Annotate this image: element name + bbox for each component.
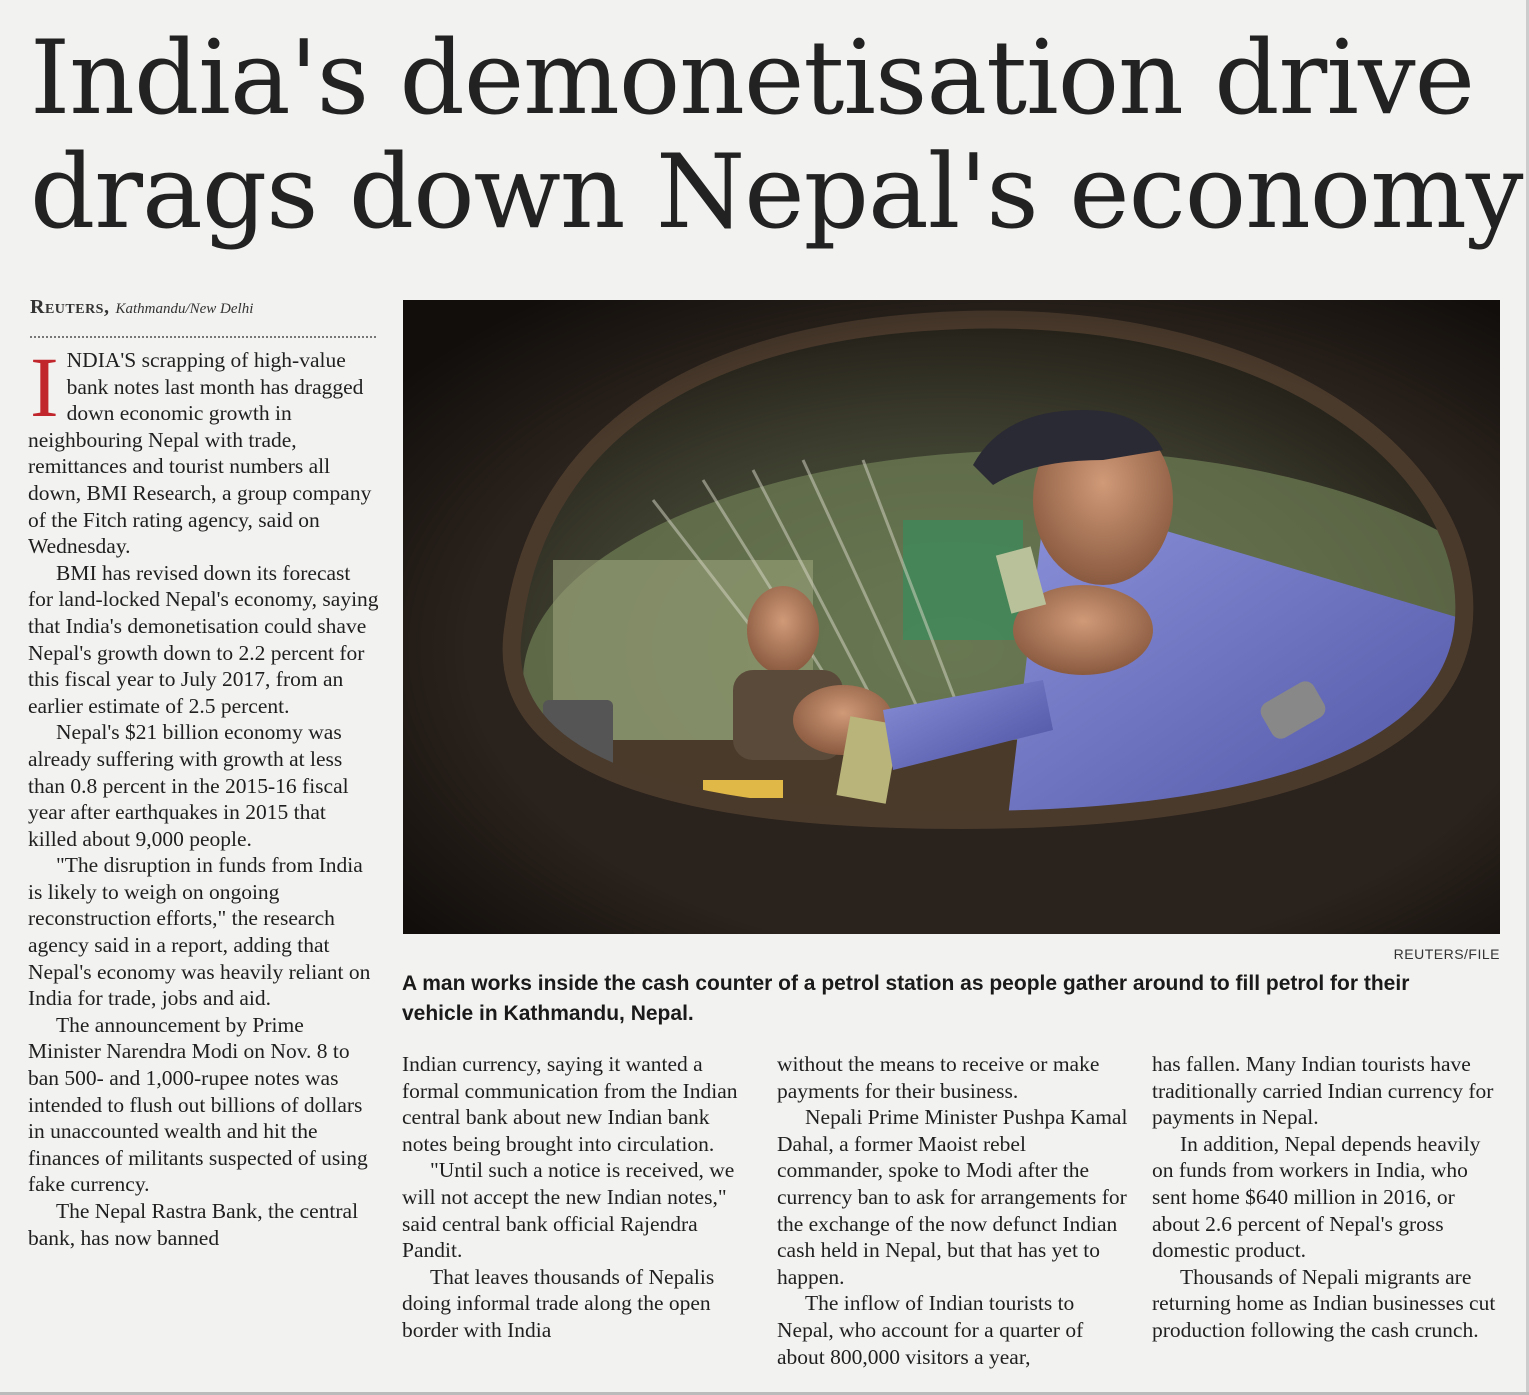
lead-paragraph-text: NDIA'S scrapping of high-value bank notes last month has dragged down economic growth in neighbouring Nepal with trade, remittances and tourist numbers all down, BMI Research, a group company of the Fitch rating agency, said on Wednesday.: [28, 348, 372, 559]
paragraph: "The disruption in funds from India is likely to weigh on ongoing reconstruction efforts," the research agency said in a report, adding that Nepal's economy was heavily reliant on India for trade, jobs and aid.: [28, 853, 371, 1011]
paragraph: BMI has revised down its forecast for land-locked Nepal's economy, saying that India's demonetisation could shave Nepal's growth down to 2.2 percent for this fiscal year to July 2017, from an earlier estimate of 2.5 percent.: [28, 560, 379, 718]
paragraph: The announcement by Prime Minister Narendra Modi on Nov. 8 to ban 500- and 1,000-rupee notes was intended to flush out billions of dollars in unaccounted wealth and hit the finances of militants suspected of using fake currency.: [28, 1012, 368, 1197]
photo-credit: REUTERS/FILE: [1393, 946, 1500, 962]
article-column-1: [28, 339, 380, 1251]
paragraph: "Until such a notice is received, we will not accept the new Indian notes," said central bank official Rajendra Pandit.: [402, 1158, 735, 1263]
byline-agency: Reuters,: [30, 296, 110, 318]
drop-cap: I: [30, 339, 59, 435]
article-column-3: [777, 1051, 1129, 1370]
headline-line-2: drags down Nepal's economy: [30, 133, 1523, 252]
article-column-4: [1152, 1051, 1504, 1344]
article-column-2: [402, 1051, 754, 1344]
byline-location: Kathmandu/New Delhi: [115, 301, 254, 317]
headline: [30, 19, 1523, 252]
byline-divider: [30, 336, 376, 338]
photo-caption: A man works inside the cash counter of a petrol station as people gather around to fill petrol for their vehicle in Kathmandu, Nepal.: [402, 972, 1410, 1025]
paragraph: Indian currency, saying it wanted a formal communication from the Indian central bank about new Indian bank notes being brought into circulation.: [402, 1052, 738, 1156]
paragraph: Thousands of Nepali migrants are returning home as Indian businesses cut production following the cash crunch.: [1152, 1264, 1496, 1342]
paragraph: without the means to receive or make payments for their business.: [777, 1052, 1100, 1103]
paragraph: has fallen. Many Indian tourists have traditionally carried Indian currency for payments in Nepal.: [1152, 1052, 1494, 1130]
petrol-station-cashier-photo: [403, 300, 1500, 934]
paragraph: The Nepal Rastra Bank, the central bank, has now banned: [28, 1199, 359, 1250]
paragraph: Nepal's $21 billion economy was already suffering with growth at less than 0.8 percent in the 2015-16 fiscal year after earthquakes in 2015 that killed about 9,000 people.: [28, 720, 349, 851]
paragraph: The inflow of Indian tourists to Nepal, who account for a quarter of about 800,000 visitors a year,: [777, 1291, 1084, 1369]
paragraph: That leaves thousands of Nepalis doing informal trade along the open border with India: [402, 1264, 715, 1342]
lead-paragraph: [28, 339, 380, 560]
byline: [30, 296, 380, 319]
news-photo: [403, 300, 1500, 934]
paragraph: In addition, Nepal depends heavily on funds from workers in India, who sent home $640 million in 2016, or about 2.6 percent of Nepal's gross domestic product.: [1152, 1131, 1481, 1263]
paragraph: Nepali Prime Minister Pushpa Kamal Dahal, a former Maoist rebel commander, spoke to Modi after the currency ban to ask for arrangements for the exchange of the now defunct Indian cash held in Nepal, but that has yet to happen.: [777, 1105, 1128, 1289]
headline-line-1: India's demonetisation drive: [30, 19, 1474, 138]
